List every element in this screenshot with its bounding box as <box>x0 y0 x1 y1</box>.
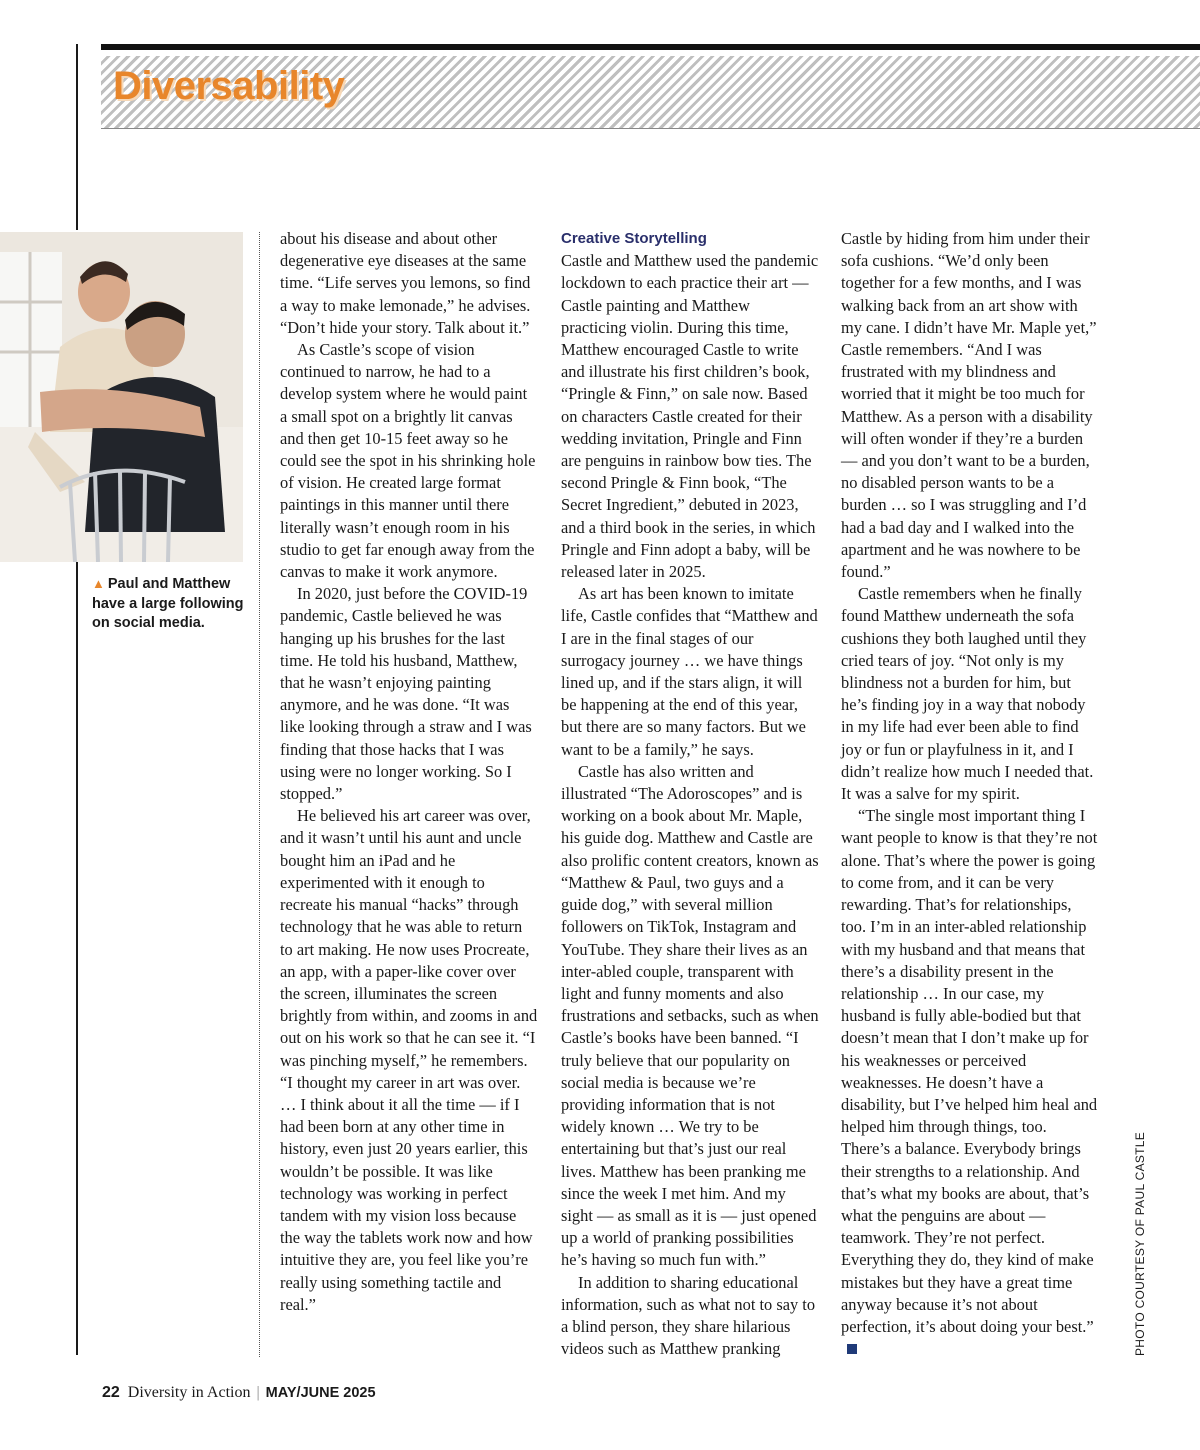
page-footer <box>102 1384 376 1402</box>
article-column-1 <box>280 228 538 1316</box>
caption-triangle-icon: ▲ <box>92 576 105 591</box>
paragraph-final <box>841 805 1099 1360</box>
paragraph: He believed his art career was over, and it wasn’t until his aunt and uncle bought him an iPad and he experimented with it enough to recreate his manual “hacks” through technology that he was able to return to art making. He now uses Procreate, an app, with a paper-like cover over the screen, illuminates the screen brightly from within, and zooms in and out on his work so that he can see it. “I was pinching myself,” he remembers. “I thought my career in art was over. … I think about it all the time — if I had been born at any other time in history, even just 20 years earlier, this wouldn’t be possible. It was like technology was working in perfect tandem with my vision loss because the way the tablets work now and how intuitive they are, you feel like you’re really using something tactile and real.” <box>280 806 538 1314</box>
article-column-2 <box>561 228 819 1360</box>
left-margin-rule-lower <box>76 560 78 1355</box>
photo-image <box>0 232 243 562</box>
caption-text: Paul and Matthew have a large following on social media. <box>92 576 244 631</box>
paragraph: As art has been known to imitate life, Castle confides that “Matthew and I are in the final stages of our surrogacy journey … we have things lined up, and if the stars align, it will be happening at the end of this year, but there are so many factors. But we want to be a family,” he says. <box>561 584 818 759</box>
paragraph: Castle has also written and illustrated “The Adoroscopes” and is working on a book about Mr. Maple, his guide dog. Matthew and Castle are also prolific content creators, known as “Matthew & Paul, two guys and a guide dog,” with several million followers on TikTok, Instagram and YouTube. They share their lives as an inter-abled couple, transparent with light and funny moments and also frustrations and setbacks, such as when Castle’s books have been banned. “I truly believe that our popularity on social media is because we’re providing information that is not widely known … We try to be entertaining but that’s just our real lives. Matthew has been pranking me since the week I met him. And my sight — as small as it is — just opened up a world of pranking possibilities he’s having so much fun with.” <box>561 761 819 1270</box>
paragraph: In 2020, just before the COVID-19 pandemic, Castle believed he was hanging up his brushes for the last time. He told his husband, Matthew, that he wasn’t enjoying painting anymore, and he was done. “It was like looking through a straw and I was finding that those hacks that I was using were no longer working. So I stopped.” <box>280 584 532 804</box>
final-paragraph-text: “The single most important thing I want people to know is that they’re not alone. That’s where the power is going to come from, and it can be very rewarding. That’s for relationships, too. I’m in an inter-abled relationship with my husband and that means that there’s a disability present in the relationship … In our case, my husband is fully able-bodied but that doesn’t mean that I don’t make up for his weaknesses or perceived weaknesses. He doesn’t have a disability, but I’ve helped him heal and helped him through things, too. There’s a balance. Everybody brings their strengths to a relationship. And that’s what my books are about, that’s what the penguins are about — teamwork. They’re not perfect. Everything they do, they kind of make mistakes but they have a great time anyway because it’s not about perfection, it’s about doing your best.” <box>841 806 1098 1336</box>
paragraph: Castle by hiding from him under their sofa cushions. “We’d only been together for a few months, and I was walking back from an art show with my cane. I didn’t have Mr. Maple yet,” Castle remembers. “And I was frustrated with my blindness and worried that it might be too much for Matthew. As a person with a disability will often wonder if they’re a burden — and you don’t want to be a burden, no disabled person wants to be a burden … so I was struggling and I’d had a bad day and I walked into the apartment and he was nowhere to be found.” <box>841 229 1097 582</box>
header-rule <box>101 44 1200 50</box>
subhead-creative-storytelling: Creative Storytelling <box>561 230 707 247</box>
magazine-name: Diversity in Action <box>127 1384 251 1401</box>
paragraph: As Castle’s scope of vision continued to narrow, he had to a develop system where he would paint a small spot on a brightly lit canvas and then get 10-15 feet away so he could see the spot in his shrinking hole of vision. He created large format paintings in this manner until there literally wasn’t enough room in his studio to get far enough away from the canvas to make it work anymore. <box>280 340 536 582</box>
article-photo <box>0 232 243 562</box>
left-margin-rule <box>76 44 78 230</box>
footer-separator: | <box>256 1384 260 1401</box>
photo-credit: PHOTO COURTESY OF PAUL CASTLE <box>1133 1131 1147 1356</box>
header-bottom-rule <box>101 128 1200 129</box>
page-number: 22 <box>102 1384 120 1401</box>
photo-caption <box>92 574 252 634</box>
paragraph: Castle remembers when he finally found Matthew underneath the sofa cushions they both laughed until they cried tears of joy. “Not only is my blindness not a burden for him, but he’s finding joy in a way that nobody in my life had ever been able to find joy or fun or playfulness in it, and I didn’t realize how much I needed that. It was a salve for my spirit. <box>841 584 1094 804</box>
section-title: Diversability <box>113 64 345 108</box>
paragraph: Castle and Matthew used the pandemic lockdown to each practice their art — Castle painting and Matthew practicing violin. During this time, Matthew encouraged Castle to write and illustrate his first children’s book, “Pringle & Finn,” on sale now. Based on characters Castle created for their wedding invitation, Pringle and Finn are penguins in rainbow bow ties. The second Pringle & Finn book, “The Secret Ingredient,” debuted in 2023, and a third book in the series, in which Pringle and Finn adopt a baby, will be released later in 2025. <box>561 251 819 582</box>
end-mark-icon <box>847 1344 857 1354</box>
paragraph: about his disease and about other degenerative eye diseases at the same time. “Life serves you lemons, so find a way to make lemonade,” he advises. “Don’t hide your story. Talk about it.” <box>280 229 531 337</box>
article-column-3 <box>841 228 1099 1360</box>
column-divider <box>259 232 260 1357</box>
issue-date: MAY/JUNE 2025 <box>265 1385 376 1401</box>
paragraph: In addition to sharing educational information, such as what not to say to a blind person, they share hilarious videos such as Matthew pranking <box>561 1272 816 1359</box>
